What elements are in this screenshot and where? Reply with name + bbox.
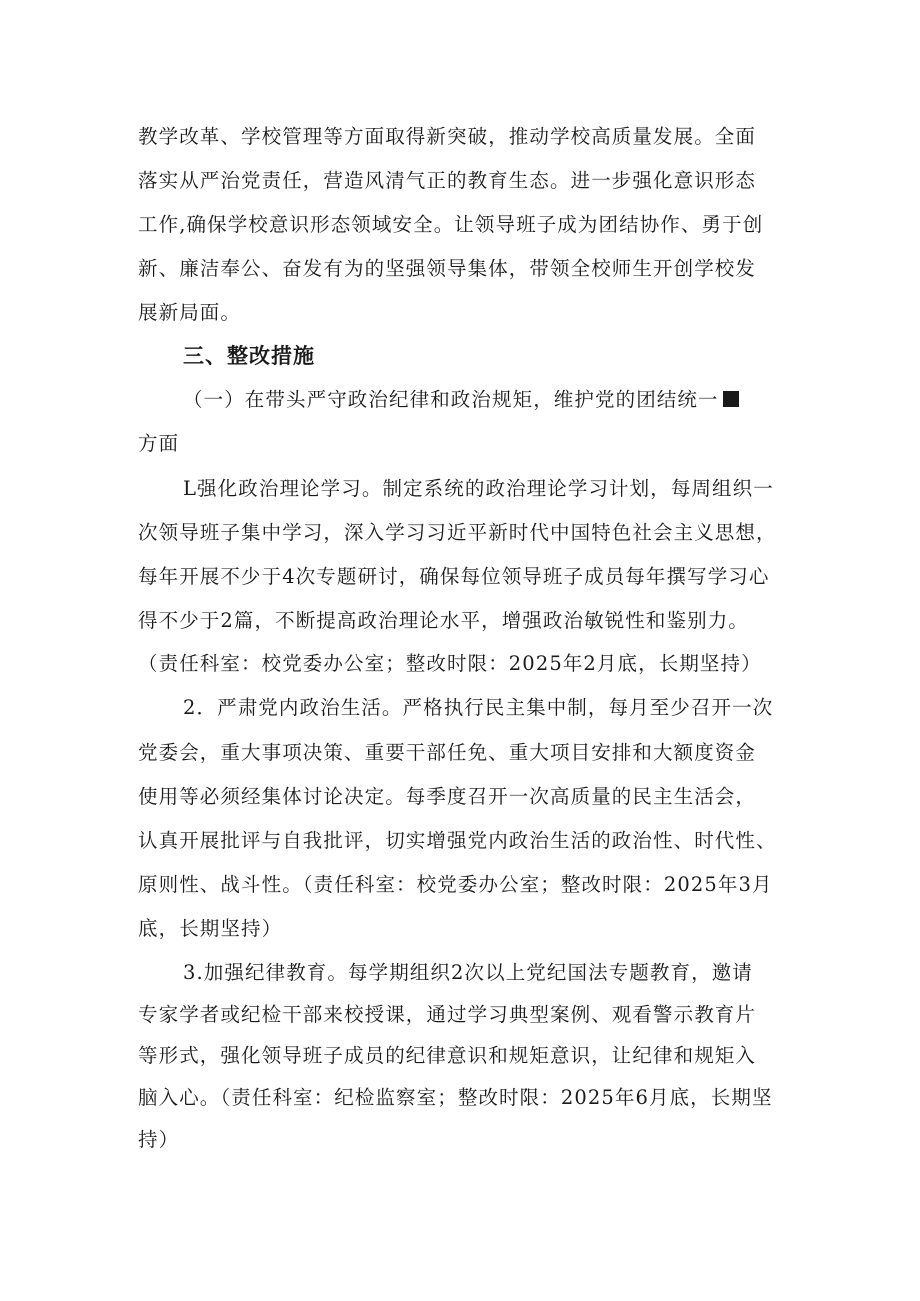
subsection-heading-line-1 [183,384,798,412]
item1-line-2: 次领导班子集中学习，深入学习习近平新时代中国特色社会主义思想， [138,521,777,544]
intro-line-3: 工作,确保学校意识形态领域安全。让领导班子成为团结协作、勇于创 [138,213,764,236]
intro-line-2: 落实从严治党责任，营造风清气正的教育生态。进一步强化意识形态 [138,169,757,192]
item2-line-1: 2．严肃党内政治生活。严格执行民主集中制，每月至少召开一次 [183,696,774,719]
black-square-icon [723,391,739,407]
section-heading: 三、整改措施 [183,344,315,368]
intro-line-5: 展新局面。 [138,301,242,324]
item2-line-2: 党委会，重大事项决策、重要干部任免、重大项目安排和大额度资金 [138,741,757,764]
item1-line-5: （责任科室：校党委办公室；整改时限：2025年2月底，长期坚持） [138,652,762,675]
intro-line-4: 新、廉洁奉公、奋发有为的坚强领导集体，带领全校师生开创学校发 [138,257,757,280]
item2-line-6: 底，长期坚持） [138,917,283,940]
subsection-heading-line-2: 方面 [138,432,180,455]
subsection-heading-text: （一）在带头严守政治纪律和政治规矩，维护党的团结统一 [183,388,719,411]
item2-line-4: 认真开展批评与自我批评，切实增强党内政治生活的政治性、时代性、 [138,829,777,852]
item3-line-4: 脑入心。（责任科室：纪检监察室；整改时限：2025年6月底，长期坚 [138,1086,773,1109]
item2-line-5: 原则性、战斗性。（责任科室：校党委办公室；整改时限：2025年3月 [138,873,773,896]
item3-line-5: 持） [138,1128,180,1151]
item1-line-3: 每年开展不少于4次专题研讨，确保每位领导班子成员每年撰写学习心 [138,565,770,588]
item1-line-4: 得不少于2篇，不断提高政治理论水平，增强政治敏锐性和鉴别力。 [138,609,749,632]
item1-line-1: L强化政治理论学习。制定系统的政治理论学习计划，每周组织一 [183,477,774,500]
item2-line-3: 使用等必须经集体讨论决定。每季度召开一次高质量的民主生活会， [138,785,757,808]
item3-line-1: 3.加强纪律教育。每学期组织2次以上党纪国法专题教育，邀请 [183,961,753,984]
item3-line-2: 专家学者或纪检干部来校授课，通过学习典型案例、观看警示教育片 [138,1003,757,1026]
intro-line-1: 教学改革、学校管理等方面取得新突破，推动学校高质量发展。全面 [138,125,757,148]
item3-line-3: 等形式，强化领导班子成员的纪律意识和规矩意识，让纪律和规矩入 [138,1044,757,1067]
